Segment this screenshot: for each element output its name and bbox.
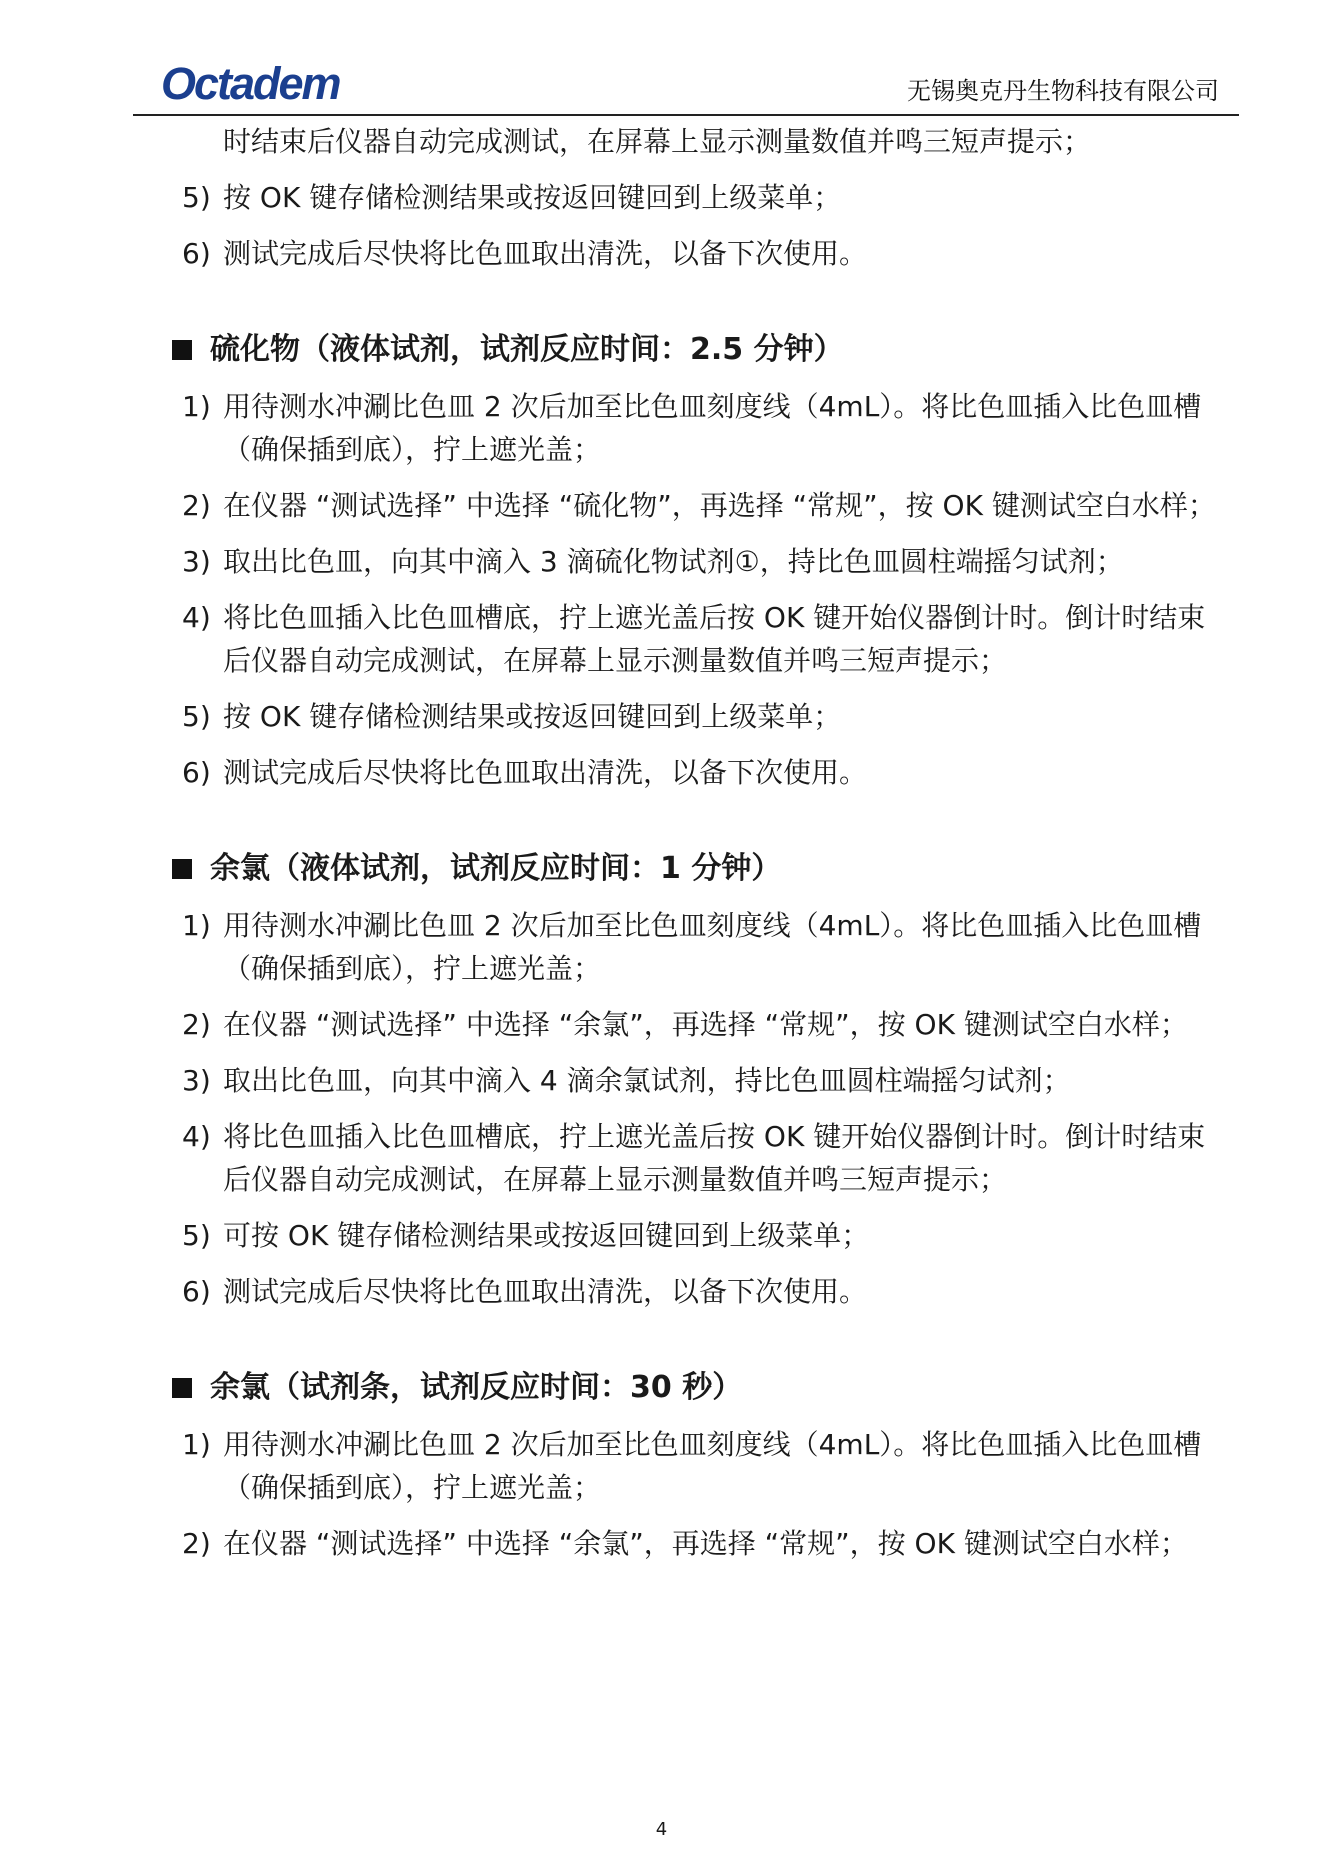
step-number: 3)	[182, 1064, 211, 1097]
step-number: 5)	[182, 181, 211, 214]
step-text: 测试完成后尽快将比色皿取出清洗，以备下次使用。	[223, 1275, 868, 1308]
list-item	[170, 484, 1228, 527]
step-number: 2)	[182, 1008, 211, 1041]
step-number: 2)	[182, 489, 211, 522]
step-text: 将比色皿插入比色皿槽底，拧上遮光盖后按 OK 键开始仪器倒计时。倒计时结束后仪器自动完成测试，在屏幕上显示测量数值并鸣三短声提示；	[223, 601, 1206, 677]
step-text: 测试完成后尽快将比色皿取出清洗，以备下次使用。	[223, 756, 868, 789]
step-text: 测试完成后尽快将比色皿取出清洗，以备下次使用。	[223, 237, 868, 270]
step-text: 可按 OK 键存储检测结果或按返回键回到上级菜单；	[223, 1219, 870, 1252]
section-title: 余氯（试剂条，试剂反应时间：30 秒）	[210, 1370, 743, 1405]
step-text: 用待测水冲涮比色皿 2 次后加至比色皿刻度线（4mL）。将比色皿插入比色皿槽（确保插到底），拧上遮光盖；	[223, 1428, 1202, 1504]
section-heading	[170, 844, 1228, 894]
section-heading	[170, 1363, 1228, 1413]
step-number: 4)	[182, 601, 211, 634]
step-number: 2)	[182, 1527, 211, 1560]
continued-step-text: 时结束后仪器自动完成测试，在屏幕上显示测量数值并鸣三短声提示；	[223, 125, 1092, 158]
list-item	[170, 1003, 1228, 1046]
list-item	[170, 1423, 1228, 1509]
step-text: 取出比色皿，向其中滴入 3 滴硫化物试剂①，持比色皿圆柱端摇匀试剂；	[223, 545, 1124, 578]
step-text: 用待测水冲涮比色皿 2 次后加至比色皿刻度线（4mL）。将比色皿插入比色皿槽（确保插到底），拧上遮光盖；	[223, 390, 1202, 466]
step-text: 按 OK 键存储检测结果或按返回键回到上级菜单；	[223, 700, 842, 733]
step-number: 3)	[182, 545, 211, 578]
step-number: 1)	[182, 390, 211, 423]
step-text: 按 OK 键存储检测结果或按返回键回到上级菜单；	[223, 181, 842, 214]
list-item	[170, 1522, 1228, 1565]
square-bullet-icon	[172, 1378, 192, 1398]
square-bullet-icon	[172, 859, 192, 879]
company-logo: Octadem	[161, 58, 340, 109]
step-number: 6)	[182, 756, 211, 789]
list-item	[170, 176, 1228, 219]
step-text: 将比色皿插入比色皿槽底，拧上遮光盖后按 OK 键开始仪器倒计时。倒计时结束后仪器自动完成测试，在屏幕上显示测量数值并鸣三短声提示；	[223, 1120, 1206, 1196]
step-number: 6)	[182, 1275, 211, 1308]
step-number: 6)	[182, 237, 211, 270]
section-title: 硫化物（液体试剂，试剂反应时间：2.5 分钟）	[210, 332, 844, 367]
list-item	[170, 695, 1228, 738]
list-item	[170, 1115, 1228, 1201]
step-number: 1)	[182, 909, 211, 942]
list-item	[170, 232, 1228, 275]
section-heading	[170, 325, 1228, 375]
step-text: 在仪器 “测试选择” 中选择 “硫化物”，再选择 “常规”，按 OK 键测试空白水样；	[223, 489, 1216, 522]
section-chlorine-liquid	[170, 844, 1228, 1313]
list-item	[170, 540, 1228, 583]
section-chlorine-strip	[170, 1363, 1228, 1565]
document-body	[170, 120, 1228, 1578]
step-number: 4)	[182, 1120, 211, 1153]
section-sulfide	[170, 325, 1228, 794]
list-item	[170, 751, 1228, 794]
step-text: 用待测水冲涮比色皿 2 次后加至比色皿刻度线（4mL）。将比色皿插入比色皿槽（确保插到底），拧上遮光盖；	[223, 909, 1202, 985]
step-number: 5)	[182, 700, 211, 733]
list-item	[170, 1270, 1228, 1313]
page-number: 4	[655, 1819, 668, 1840]
square-bullet-icon	[172, 340, 192, 360]
list-item	[170, 596, 1228, 682]
step-text: 取出比色皿，向其中滴入 4 滴余氯试剂，持比色皿圆柱端摇匀试剂；	[223, 1064, 1071, 1097]
list-item	[170, 1214, 1228, 1257]
section-title: 余氯（液体试剂，试剂反应时间：1 分钟）	[210, 851, 782, 886]
step-text: 在仪器 “测试选择” 中选择 “余氯”，再选择 “常规”，按 OK 键测试空白水样；	[223, 1527, 1188, 1560]
company-name: 无锡奥克丹生物科技有限公司	[907, 77, 1219, 105]
page-header	[133, 58, 1239, 116]
step-number: 5)	[182, 1219, 211, 1252]
list-item	[170, 385, 1228, 471]
step-number: 1)	[182, 1428, 211, 1461]
list-item	[170, 904, 1228, 990]
step-text: 在仪器 “测试选择” 中选择 “余氯”，再选择 “常规”，按 OK 键测试空白水样；	[223, 1008, 1188, 1041]
list-item	[170, 1059, 1228, 1102]
